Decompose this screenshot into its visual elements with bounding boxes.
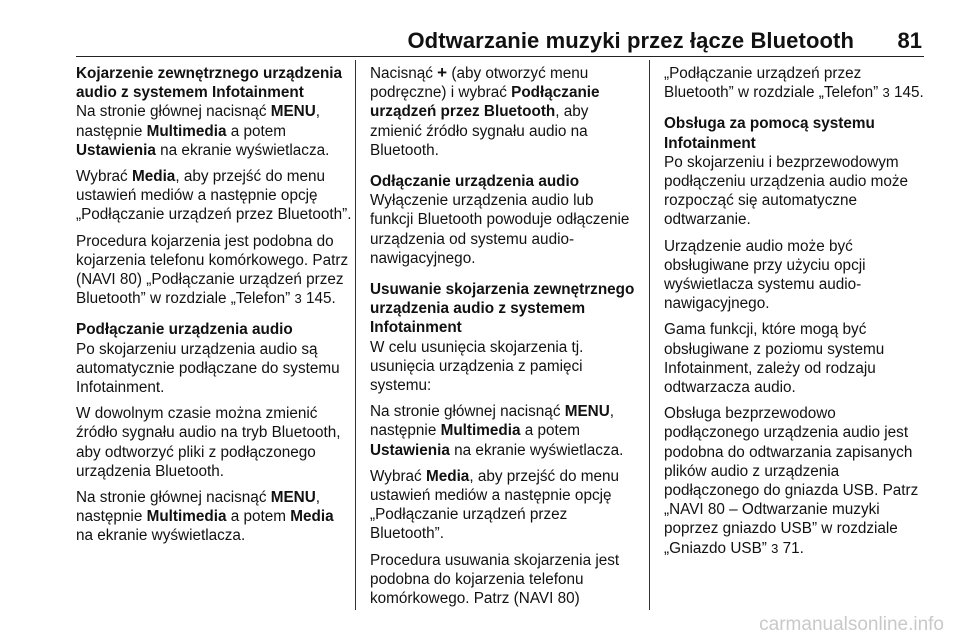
paragraph: Procedura usuwania skojarzenia jest podobna do kojarzenia telefonu komórkowego. Patrz (NAVI 80) (370, 551, 620, 608)
paragraph: Wyłączenie urządzenia audio lub funkcji Bluetooth powoduje odłączenie urządzenia od systemu audio-nawigacyjnego. (370, 192, 630, 267)
paragraph: W celu usunięcia skojarzenia tj. usunięcia urządzenia z pamięci systemu: (370, 338, 584, 395)
section-heading: Kojarzenie zewnętrznego urządzenia audio z systemem Infotainment (76, 65, 343, 102)
paragraph: Urządzenie audio może być obsługiwane przy użyciu opcji wyświetlacza systemu audio-nawigacyjnego. (664, 237, 866, 313)
section-heading: Odłączanie urządzenia audio (370, 173, 580, 191)
menu-label: Podłączanie urządzeń przez Bluetooth (370, 84, 600, 121)
section-heading: Obsługa za pomocą systemu Infotainment (664, 115, 875, 152)
page-reference-arrow-icon: 3 (771, 540, 779, 556)
menu-label: Ustawienia (76, 141, 156, 159)
menu-label: Media (131, 168, 176, 186)
menu-label: MENU (564, 403, 610, 421)
paragraph: Wybrać Media, aby przejść do menu ustawień mediów a następnie opcję „Podłączanie urządzeń przez Bluetooth”. (370, 467, 619, 543)
menu-label: Multimedia (440, 422, 521, 440)
section-heading: Usuwanie skojarzenia zewnętrznego urządzenia audio z systemem Infotainment (370, 281, 635, 337)
paragraph: „Podłączanie urządzeń przez Bluetooth” w rozdziale „Telefon” 3 145. (664, 65, 924, 102)
menu-label: Media (425, 467, 470, 485)
column-2 (370, 64, 638, 615)
page-title: Odtwarzanie muzyki przez łącze Bluetooth (407, 28, 854, 53)
paragraph: Po skojarzeniu i bezprzewodowym podłączeniu urządzenia audio może rozpocząć się automatyczne odtwarzanie. (664, 153, 909, 229)
paragraph: Na stronie głównej nacisnąć MENU, następnie Multimedia a potem Ustawienia na ekranie wyświetlacza. (76, 103, 330, 159)
page-header (76, 26, 924, 57)
watermark: carmanualsonline.info (759, 614, 944, 635)
paragraph: Nacisnąć + (aby otworzyć menu podręczne) i wybrać Podłączanie urządzeń przez Bluetooth, aby zmienić źródło sygnału audio na Bluetooth. (370, 63, 600, 159)
column-1 (76, 64, 352, 553)
menu-label: Ustawienia (370, 441, 450, 459)
menu-label: Media (290, 508, 334, 526)
paragraph: Obsługa bezprzewodowo podłączonego urządzenia audio jest podobna do odtwarzania zapisanych plików audio z urządzenia podłączonego do gniazda USB. Patrz „NAVI 80 – Odtwarzanie muzyki poprzez gniazdo USB” w rozdziale „Gniazdo USB” 3 71. (664, 405, 919, 557)
paragraph: W dowolnym czasie można zmienić źródło sygnału audio na tryb Bluetooth, aby odtworzyć pliki z podłączonego urządzenia Bluetooth. (76, 405, 341, 480)
menu-label: MENU (270, 103, 316, 121)
page-reference-arrow-icon: 3 (294, 291, 302, 307)
plus-icon: + (437, 63, 448, 82)
paragraph: Po skojarzeniu urządzenia audio są automatycznie podłączane do systemu Infotainment. (76, 340, 340, 397)
paragraph: Gama funkcji, które mogą być obsługiwane z poziomu systemu Infotainment, zależy od rodzaju odtwarzacza audio. (664, 321, 885, 397)
paragraph: Na stronie głównej nacisnąć MENU, następnie Multimedia a potem Media na ekranie wyświetlacza. (76, 489, 334, 545)
menu-label: MENU (270, 489, 316, 507)
column-3 (664, 64, 930, 565)
column-divider (355, 60, 356, 610)
column-divider (649, 60, 650, 610)
page-reference-arrow-icon: 3 (882, 85, 890, 101)
paragraph: Procedura kojarzenia jest podobna do kojarzenia telefonu komórkowego. Patrz (NAVI 80) „Podłączanie urządzeń przez Bluetooth” w rozdziale „Telefon” 3 145. (76, 232, 349, 308)
menu-label: Multimedia (146, 122, 227, 140)
paragraph: Wybrać Media, aby przejść do menu ustawień mediów a następnie opcję „Podłączanie urządzeń przez Bluetooth”. (76, 168, 352, 224)
page-number: 81 (897, 28, 922, 53)
paragraph: Na stronie głównej nacisnąć MENU, następnie Multimedia a potem Ustawienia na ekranie wyświetlacza. (370, 403, 624, 459)
section-heading: Podłączanie urządzenia audio (76, 321, 293, 339)
menu-label: Multimedia (146, 508, 227, 526)
